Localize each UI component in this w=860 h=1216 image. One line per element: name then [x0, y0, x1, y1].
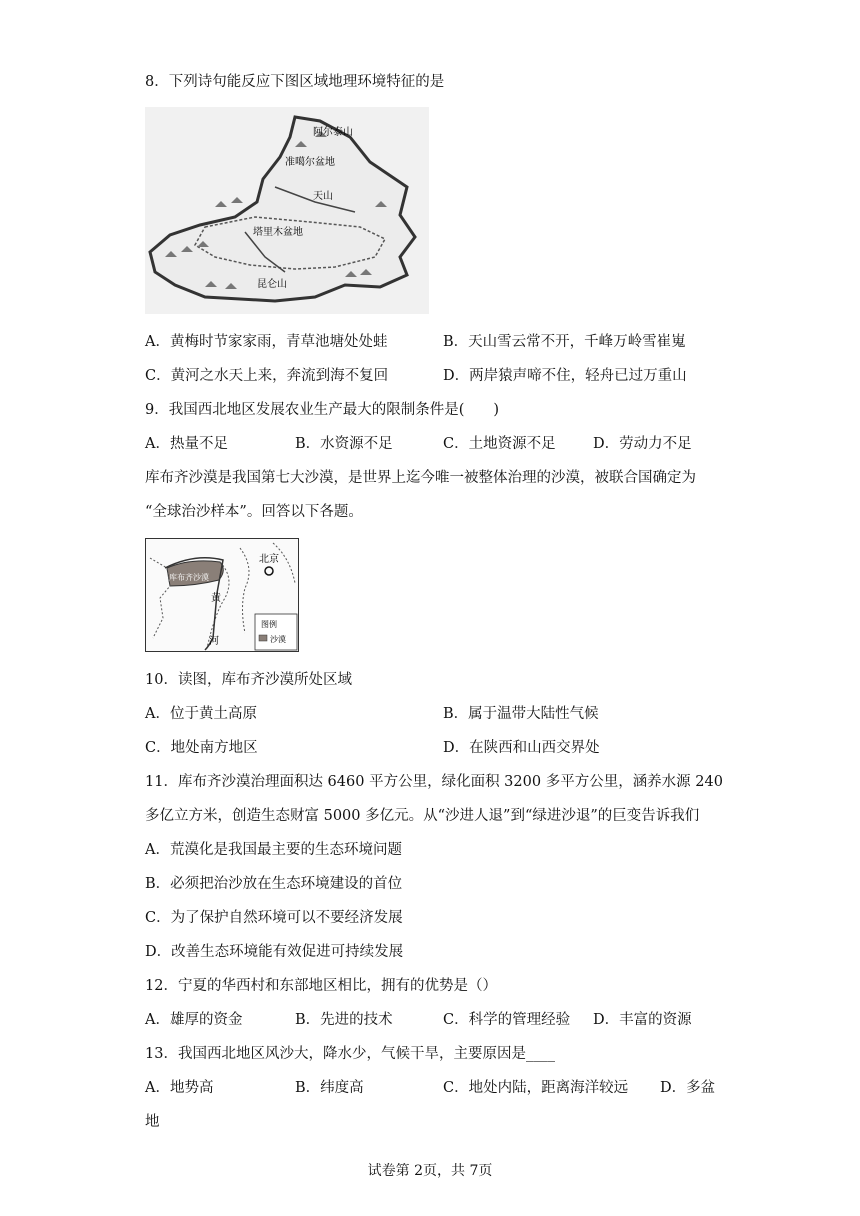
desert-label: 库布齐沙漠 — [169, 573, 209, 582]
q8-option-d[interactable]: D．两岸猿声啼不住，轻舟已过万重山 — [443, 368, 687, 384]
q13-option-d-wrap: 地 — [145, 1114, 160, 1130]
map-label: 准噶尔盆地 — [285, 157, 335, 168]
q11-stem-line-2: 多亿立方米，创造生态财富 5000 多亿元。从“沙进人退”到“绿进沙退”的巨变告诉我们 — [145, 808, 700, 824]
q11-option-b[interactable]: B．必须把治沙放在生态环境建设的首位 — [145, 876, 403, 892]
q12-option-c[interactable]: C．科学的管理经验 — [443, 1012, 571, 1028]
map-label: 天山 — [313, 191, 333, 202]
river-label: 河 — [209, 636, 219, 647]
q11-option-d[interactable]: D．改善生态环境能有效促进可持续发展 — [145, 944, 404, 960]
q10-option-a[interactable]: A．位于黄土高原 — [145, 706, 257, 722]
legend-item: 沙漠 — [270, 635, 286, 644]
border-line — [150, 558, 170, 638]
q11-option-a[interactable]: A．荒漠化是我国最主要的生态环境问题 — [145, 842, 402, 858]
q13-option-d[interactable]: D．多盆 — [660, 1080, 716, 1096]
xinjiang-map — [145, 107, 429, 314]
q8-option-b[interactable]: B．天山雪云常不开，千峰万岭雪崔嵬 — [443, 334, 686, 350]
beijing-marker — [265, 567, 273, 575]
kubuqi-map — [145, 538, 299, 652]
q13-option-b[interactable]: B．纬度高 — [295, 1080, 364, 1096]
q10-option-d[interactable]: D．在陕西和山西交界处 — [443, 740, 600, 756]
q8-option-c[interactable]: C．黄河之水天上来，奔流到海不复回 — [145, 368, 389, 384]
map-label: 塔里木盆地 — [253, 227, 303, 238]
map-label: 阿尔泰山 — [313, 127, 353, 138]
q9-stem: 9．我国西北地区发展农业生产最大的限制条件是( ) — [145, 402, 500, 418]
q11-stem-line-1: 11．库布齐沙漠治理面积达 6460 平方公里，绿化面积 3200 多平方公里，涵养水源 240 — [145, 774, 723, 790]
q11-option-c[interactable]: C．为了保护自然环境可以不要经济发展 — [145, 910, 403, 926]
legend-swatch — [259, 635, 267, 641]
q9-option-c[interactable]: C．土地资源不足 — [443, 436, 556, 452]
map-label: 昆仑山 — [257, 279, 287, 290]
q12-option-b[interactable]: B．先进的技术 — [295, 1012, 393, 1028]
q12-option-d[interactable]: D．丰富的资源 — [593, 1012, 692, 1028]
q8-stem: 8．下列诗句能反应下图区域地理环境特征的是 — [145, 74, 445, 90]
q9-option-d[interactable]: D．劳动力不足 — [593, 436, 692, 452]
q8-option-a[interactable]: A．黄梅时节家家雨，青草池塘处处蛙 — [145, 334, 388, 350]
passage-line-2: “全球治沙样本”。回答以下各题。 — [145, 504, 363, 520]
q13-option-c[interactable]: C．地处内陆，距离海洋较远 — [443, 1080, 629, 1096]
page-footer: 试卷第 2页，共 7页 — [367, 1163, 493, 1179]
city-label: 北京 — [259, 554, 279, 565]
q13-stem: 13．我国西北地区风沙大，降水少，气候干旱，主要原因是____ — [145, 1046, 555, 1062]
river-label: 黄 — [211, 593, 221, 604]
legend-title: 图例 — [261, 620, 277, 629]
region-outline — [150, 117, 415, 301]
border-line — [240, 548, 249, 633]
q10-option-c[interactable]: C．地处南方地区 — [145, 740, 258, 756]
q10-option-b[interactable]: B．属于温带大陆性气候 — [443, 706, 599, 722]
q12-stem: 12．宁夏的华西村和东部地区相比，拥有的优势是（） — [145, 978, 497, 994]
q10-stem: 10．读图，库布齐沙漠所处区域 — [145, 672, 352, 688]
q13-option-a[interactable]: A．地势高 — [145, 1080, 214, 1096]
passage-line-1: 库布齐沙漠是我国第七大沙漠，是世界上迄今唯一被整体治理的沙漠，被联合国确定为 — [145, 470, 696, 486]
q12-option-a[interactable]: A．雄厚的资金 — [145, 1012, 243, 1028]
q9-option-a[interactable]: A．热量不足 — [145, 436, 228, 452]
q9-option-b[interactable]: B．水资源不足 — [295, 436, 393, 452]
